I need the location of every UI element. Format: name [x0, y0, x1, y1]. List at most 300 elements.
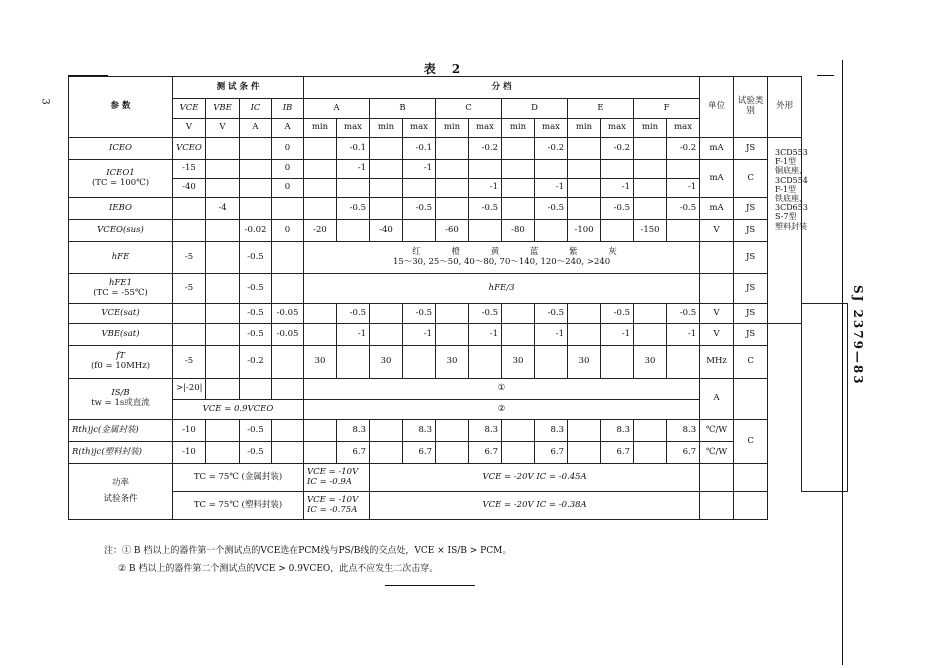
- vcesat-ib: -0.05: [272, 304, 304, 324]
- power-plastic-a: [304, 492, 370, 520]
- vcesat-e-max: -0.5: [601, 304, 634, 324]
- vceosus-b-min: -40: [370, 220, 403, 242]
- rth-metal-unit: ℃/W: [700, 420, 734, 442]
- rth-plastic-e-max: 6.7: [601, 442, 634, 464]
- rth-plastic-b-max: 6.7: [403, 442, 436, 464]
- rth-metal-ic: -0.5: [240, 420, 272, 442]
- vcesat-f-max: -0.5: [667, 304, 700, 324]
- ft-type: C: [734, 346, 768, 379]
- isb-note-1: ①: [304, 379, 700, 400]
- iebo-c-max: -0.5: [469, 198, 502, 220]
- row-power-plastic: [69, 492, 848, 520]
- iceo-a-max: -0.1: [337, 138, 370, 160]
- cond-vce: VCE: [173, 99, 206, 119]
- rth-plastic-a-min: [304, 442, 337, 464]
- vbesat-f-min: [634, 324, 667, 346]
- isb-note-2: ②: [304, 400, 700, 420]
- iceo1-unit: mA: [700, 160, 734, 198]
- iceo1b-a-max: [337, 179, 370, 198]
- outline-line: 铁底座、: [775, 193, 807, 203]
- vceosus-c-min: -60: [436, 220, 469, 242]
- outline-line: 3CD554: [775, 175, 808, 185]
- vbesat-b-min: [370, 324, 403, 346]
- vceosus-a-min: -20: [304, 220, 337, 242]
- iceo-c-min: [436, 138, 469, 160]
- standard-number: SJ 2379—83: [851, 285, 865, 386]
- iceo-b-max: -0.1: [403, 138, 436, 160]
- outline-line: 3CD653: [775, 203, 808, 213]
- rth-metal-d-min: [502, 420, 535, 442]
- vcesat-type: JS: [734, 304, 768, 324]
- iceo1b-f-min: [634, 179, 667, 198]
- empty-cell: [700, 274, 734, 304]
- empty-cell: [700, 464, 734, 492]
- iceo1-c-min: [436, 160, 469, 179]
- iceo-d-min: [502, 138, 535, 160]
- empty-cell: [700, 242, 734, 274]
- grade-f: F: [634, 99, 700, 119]
- vbesat-d-min: [502, 324, 535, 346]
- rth-metal-e-min: [568, 420, 601, 442]
- vcesat-e-min: [568, 304, 601, 324]
- vceosus-type: JS: [734, 220, 768, 242]
- rth-plastic-a-max: 6.7: [337, 442, 370, 464]
- table-title: 表 2: [423, 62, 467, 76]
- param-power: [69, 464, 173, 520]
- vbesat-ib: -0.05: [272, 324, 304, 346]
- iebo-a-min: [304, 198, 337, 220]
- power-metal-b: VCE = -20V IC = -0.45A: [370, 464, 700, 492]
- iceo-c-max: -0.2: [469, 138, 502, 160]
- iceo1b-e-min: [568, 179, 601, 198]
- ft-e-min: 30: [568, 346, 601, 379]
- grades-header: 分 档: [304, 77, 700, 99]
- max-label: max: [337, 119, 370, 138]
- vcesat-d-min: [502, 304, 535, 324]
- iceo-vce: VCEO: [173, 138, 206, 160]
- isb-unit: A: [700, 379, 734, 420]
- iceo-type: JS: [734, 138, 768, 160]
- vcesat-a-max: -0.5: [337, 304, 370, 324]
- param-iebo: IEBO: [69, 198, 173, 220]
- outline-line: 3CD553: [775, 148, 808, 157]
- hfe1-ic: -0.5: [240, 274, 272, 304]
- unit-ic: A: [240, 119, 272, 138]
- empty-cell: [206, 304, 240, 324]
- min-label: min: [502, 119, 535, 138]
- param-rth-metal: Rth)jc(金属封装): [69, 420, 173, 442]
- iceo-e-min: [568, 138, 601, 160]
- empty-cell: [272, 346, 304, 379]
- empty-cell: [240, 160, 272, 179]
- vbesat-type: JS: [734, 324, 768, 346]
- iebo-vbe: -4: [206, 198, 240, 220]
- unit-header: 单位: [700, 77, 734, 138]
- param-ft-cond: (f0 = 10MHz): [90, 361, 151, 371]
- hfe1-type: JS: [734, 274, 768, 304]
- param-power-line1: 功率: [111, 477, 129, 488]
- ft-d-max: [535, 346, 568, 379]
- param-vcesat: VCE(sat): [69, 304, 173, 324]
- param-ft-symbol: fT: [116, 351, 125, 362]
- empty-cell: [206, 420, 240, 442]
- isb-cond-2: VCE = 0.9VCEO: [173, 400, 304, 420]
- vceosus-ib: 0: [272, 220, 304, 242]
- isb-type: [734, 379, 768, 420]
- iebo-e-max: -0.5: [601, 198, 634, 220]
- vbesat-e-min: [568, 324, 601, 346]
- row-iceo: [69, 138, 848, 160]
- iceo1b-d-max: -1: [535, 179, 568, 198]
- vbesat-d-max: -1: [535, 324, 568, 346]
- outline-line: 铜底座、: [775, 166, 807, 176]
- row-rth-metal: [69, 420, 848, 442]
- empty-cell: [173, 324, 206, 346]
- iceo1b-a-min: [304, 179, 337, 198]
- vceosus-ic: -0.02: [240, 220, 272, 242]
- hfe-type: JS: [734, 242, 768, 274]
- vceosus-e-min: -100: [568, 220, 601, 242]
- vcesat-d-max: -0.5: [535, 304, 568, 324]
- bottom-rule: [385, 585, 475, 586]
- vbesat-a-max: -1: [337, 324, 370, 346]
- footnote-1: 注：① B 档以上的器件第一个测试点的VCE选在PCM线与PS/B线的交点处，VCE × IS/B > PCM。: [104, 546, 512, 556]
- vbesat-e-max: -1: [601, 324, 634, 346]
- outline-line: S-7型: [775, 212, 797, 222]
- row-ft: [69, 346, 848, 379]
- power-metal-a: [304, 464, 370, 492]
- ft-unit: MHz: [700, 346, 734, 379]
- param-iceo1-cond: (TC = 100℃): [91, 177, 150, 188]
- iebo-unit: mA: [700, 198, 734, 220]
- param-hfe1: [69, 274, 173, 304]
- ft-f-max: [667, 346, 700, 379]
- empty-cell: [240, 379, 272, 400]
- iebo-f-max: -0.5: [667, 198, 700, 220]
- empty-cell: [206, 442, 240, 464]
- cond-vbe: VBE: [206, 99, 240, 119]
- empty-cell: [272, 442, 304, 464]
- footnote-2: ② B 档以上的器件第二个测试点的VCE > 0.9VCEO，此点不应发生二次击穿。: [118, 564, 439, 574]
- empty-cell: [272, 274, 304, 304]
- vbesat-a-min: [304, 324, 337, 346]
- spec-table: [68, 76, 848, 520]
- iceo1-c-max: [469, 160, 502, 179]
- vbesat-f-max: -1: [667, 324, 700, 346]
- power-cond-plastic: TC = 75℃ (塑料封装): [173, 492, 304, 520]
- param-isb: [69, 379, 173, 420]
- outline-empty: [802, 304, 848, 492]
- max-label: max: [403, 119, 436, 138]
- vcesat-c-min: [436, 304, 469, 324]
- rth-metal-d-max: 8.3: [535, 420, 568, 442]
- vceosus-f-max: [667, 220, 700, 242]
- hfe-vce: -5: [173, 242, 206, 274]
- header-row-1: [69, 77, 848, 99]
- rth-metal-e-max: 8.3: [601, 420, 634, 442]
- iebo-b-max: -0.5: [403, 198, 436, 220]
- param-hfe1-symbol: hFE1: [109, 277, 132, 288]
- rth-metal-b-min: [370, 420, 403, 442]
- iceo1b-b-min: [370, 179, 403, 198]
- iceo-e-max: -0.2: [601, 138, 634, 160]
- iceo1-d-max: [535, 160, 568, 179]
- iceo-d-max: -0.2: [535, 138, 568, 160]
- vbesat-unit: V: [700, 324, 734, 346]
- row-iebo: [69, 198, 848, 220]
- hfe-ic: -0.5: [240, 242, 272, 274]
- param-ft: [69, 346, 173, 379]
- empty-cell: [206, 242, 240, 274]
- rth-plastic-vce: -10: [173, 442, 206, 464]
- rth-plastic-b-min: [370, 442, 403, 464]
- iceo1-b-max: -1: [403, 160, 436, 179]
- empty-cell: [173, 198, 206, 220]
- power-plastic-a2: IC = -0.75A: [307, 504, 358, 515]
- iceo1-a-max: -1: [337, 160, 370, 179]
- iceo-f-min: [634, 138, 667, 160]
- row-iceo1-a: [69, 160, 848, 179]
- grade-e: E: [568, 99, 634, 119]
- iebo-c-min: [436, 198, 469, 220]
- ft-ic: -0.2: [240, 346, 272, 379]
- cond-ib: IB: [272, 99, 304, 119]
- vcesat-unit: V: [700, 304, 734, 324]
- param-rth-plastic: R(th)jc(塑料封装): [69, 442, 173, 464]
- param-power-line2: 试验条件: [103, 493, 138, 504]
- min-label: min: [304, 119, 337, 138]
- empty-cell: [240, 179, 272, 198]
- param-isb-cond: tw = 1s或直流: [91, 398, 150, 408]
- vceosus-d-min: -80: [502, 220, 535, 242]
- empty-cell: [272, 198, 304, 220]
- cond-ic: IC: [240, 99, 272, 119]
- empty-cell: [240, 198, 272, 220]
- iceo1-type: C: [734, 160, 768, 198]
- vcesat-b-min: [370, 304, 403, 324]
- vceosus-f-min: -150: [634, 220, 667, 242]
- vbesat-ic: -0.5: [240, 324, 272, 346]
- iebo-d-min: [502, 198, 535, 220]
- param-hfe: hFE: [69, 242, 173, 274]
- empty-cell: [206, 220, 240, 242]
- rth-metal-c-max: 8.3: [469, 420, 502, 442]
- vceosus-b-max: [403, 220, 436, 242]
- grade-b: B: [370, 99, 436, 119]
- empty-cell: [206, 160, 240, 179]
- outline-line: 塑料封装: [775, 221, 807, 231]
- row-vcesat: [69, 304, 848, 324]
- iebo-a-max: -0.5: [337, 198, 370, 220]
- row-vceosus: [69, 220, 848, 242]
- empty-cell: [734, 492, 768, 520]
- row-hfe1: [69, 274, 848, 304]
- rth-metal-a-min: [304, 420, 337, 442]
- outline-header: 外形: [768, 77, 802, 138]
- iceo1-f-max: [667, 160, 700, 179]
- empty-cell: [206, 179, 240, 198]
- min-label: min: [634, 119, 667, 138]
- hfe-colors: 红 橙 黄 蓝 紫 灰: [412, 246, 631, 257]
- iceo-b-min: [370, 138, 403, 160]
- hfe1-vce: -5: [173, 274, 206, 304]
- ft-b-min: 30: [370, 346, 403, 379]
- ft-a-max: [337, 346, 370, 379]
- iceo1b-c-max: -1: [469, 179, 502, 198]
- iceo1-vce-2: -40: [173, 179, 206, 198]
- grade-a: A: [304, 99, 370, 119]
- power-plastic-b: VCE = -20V IC = -0.38A: [370, 492, 700, 520]
- ft-vce: -5: [173, 346, 206, 379]
- param-vbesat: VBE(sat): [69, 324, 173, 346]
- vceosus-a-max: [337, 220, 370, 242]
- iebo-e-min: [568, 198, 601, 220]
- ft-e-max: [601, 346, 634, 379]
- iceo-f-max: -0.2: [667, 138, 700, 160]
- min-label: min: [370, 119, 403, 138]
- test-cond-header: 测 试 条 件: [173, 77, 304, 99]
- ft-c-max: [469, 346, 502, 379]
- max-label: max: [469, 119, 502, 138]
- iceo1-ib-1: 0: [272, 160, 304, 179]
- param-header: 参 数: [69, 77, 173, 138]
- unit-vbe: V: [206, 119, 240, 138]
- rth-plastic-d-min: [502, 442, 535, 464]
- iceo1-vce-1: -15: [173, 160, 206, 179]
- rth-metal-c-min: [436, 420, 469, 442]
- power-metal-a1: VCE = -10V: [307, 466, 359, 477]
- ft-b-max: [403, 346, 436, 379]
- rth-plastic-f-max: 6.7: [667, 442, 700, 464]
- iceo-a-min: [304, 138, 337, 160]
- rth-plastic-c-min: [436, 442, 469, 464]
- iceo-ib: 0: [272, 138, 304, 160]
- empty-cell: [206, 346, 240, 379]
- iceo1b-b-max: [403, 179, 436, 198]
- iceo-unit: mA: [700, 138, 734, 160]
- iceo1-b-min: [370, 160, 403, 179]
- rth-metal-f-min: [634, 420, 667, 442]
- rth-metal-b-max: 8.3: [403, 420, 436, 442]
- param-hfe1-cond: (TC = -55℃): [93, 287, 148, 298]
- iceo1b-d-min: [502, 179, 535, 198]
- empty-cell: [272, 242, 304, 274]
- page-number: 3: [39, 98, 51, 105]
- iebo-f-min: [634, 198, 667, 220]
- vbesat-b-max: -1: [403, 324, 436, 346]
- outline-line: F-1型: [775, 157, 796, 167]
- min-label: min: [436, 119, 469, 138]
- iebo-type: JS: [734, 198, 768, 220]
- rth-plastic-unit: ℃/W: [700, 442, 734, 464]
- rth-type: C: [734, 420, 768, 464]
- power-plastic-a1: VCE = -10V: [307, 494, 359, 505]
- iceo1-a-min: [304, 160, 337, 179]
- empty-cell: [206, 138, 240, 160]
- rth-plastic-ic: -0.5: [240, 442, 272, 464]
- param-iceo1: [69, 160, 173, 198]
- empty-cell: [206, 324, 240, 346]
- empty-cell: [173, 220, 206, 242]
- vcesat-c-max: -0.5: [469, 304, 502, 324]
- grade-c: C: [436, 99, 502, 119]
- row-isb-a: [69, 379, 848, 400]
- ft-c-min: 30: [436, 346, 469, 379]
- empty-cell: [240, 138, 272, 160]
- empty-cell: [173, 304, 206, 324]
- ft-d-min: 30: [502, 346, 535, 379]
- vbesat-c-min: [436, 324, 469, 346]
- row-hfe: [69, 242, 848, 274]
- power-cond-metal: TC = 75℃ (金属封装): [173, 464, 304, 492]
- power-metal-a2: IC = -0.9A: [307, 476, 352, 487]
- vcesat-b-max: -0.5: [403, 304, 436, 324]
- iceo1-d-min: [502, 160, 535, 179]
- hfe1-value: hFE/3: [304, 274, 700, 304]
- vbesat-c-max: -1: [469, 324, 502, 346]
- param-iceo: ICEO: [69, 138, 173, 160]
- rth-plastic-c-max: 6.7: [469, 442, 502, 464]
- vcesat-a-min: [304, 304, 337, 324]
- grade-d: D: [502, 99, 568, 119]
- hfe-ranges: 15～30, 25～50, 40～80, 70～140, 120～240, >240: [392, 256, 611, 267]
- vcesat-ic: -0.5: [240, 304, 272, 324]
- row-rth-plastic: [69, 442, 848, 464]
- iceo1b-f-max: -1: [667, 179, 700, 198]
- unit-ib: A: [272, 119, 304, 138]
- iebo-d-max: -0.5: [535, 198, 568, 220]
- outline-line: F-1型: [775, 184, 796, 194]
- test-type-header: 试验类别: [734, 77, 768, 138]
- iceo1-f-min: [634, 160, 667, 179]
- isb-vce: >|-20|: [173, 379, 206, 400]
- vceosus-unit: V: [700, 220, 734, 242]
- hfe-grades-cell: [304, 242, 700, 274]
- iceo1-ib-2: 0: [272, 179, 304, 198]
- vceosus-d-max: [535, 220, 568, 242]
- outline-text: [775, 148, 825, 231]
- row-vbesat: [69, 324, 848, 346]
- empty-cell: [272, 379, 304, 400]
- iceo1b-c-min: [436, 179, 469, 198]
- vceosus-c-max: [469, 220, 502, 242]
- param-isb-symbol: IS/B: [111, 388, 130, 399]
- rth-plastic-d-max: 6.7: [535, 442, 568, 464]
- rth-plastic-f-min: [634, 442, 667, 464]
- min-label: min: [568, 119, 601, 138]
- param-vceosus: VCEO(sus): [69, 220, 173, 242]
- empty-cell: [206, 379, 240, 400]
- max-label: max: [667, 119, 700, 138]
- max-label: max: [535, 119, 568, 138]
- unit-vce: V: [173, 119, 206, 138]
- rth-metal-f-max: 8.3: [667, 420, 700, 442]
- vcesat-f-min: [634, 304, 667, 324]
- empty-cell: [272, 420, 304, 442]
- ft-f-min: 30: [634, 346, 667, 379]
- row-power-metal: [69, 464, 848, 492]
- iebo-b-min: [370, 198, 403, 220]
- empty-cell: [206, 274, 240, 304]
- ft-a-min: 30: [304, 346, 337, 379]
- rth-metal-a-max: 8.3: [337, 420, 370, 442]
- iceo1-e-min: [568, 160, 601, 179]
- rth-metal-vce: -10: [173, 420, 206, 442]
- empty-cell: [700, 492, 734, 520]
- vceosus-e-max: [601, 220, 634, 242]
- max-label: max: [601, 119, 634, 138]
- iceo1-e-max: [601, 160, 634, 179]
